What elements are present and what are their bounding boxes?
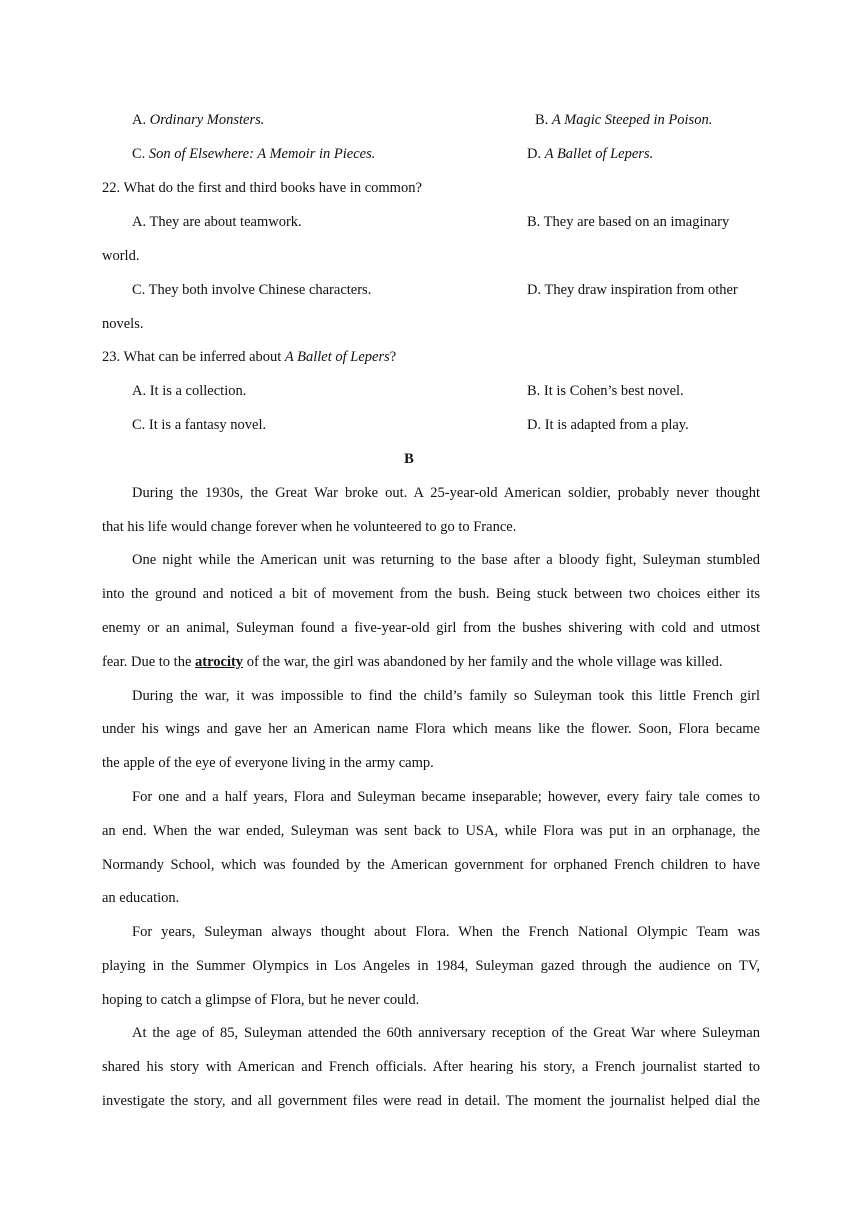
book-title: A Magic Steeped in Poison. xyxy=(551,112,713,128)
option-letter: A. xyxy=(132,112,150,128)
option-letter: D. xyxy=(527,146,545,162)
passage-line: an education. xyxy=(102,890,180,906)
passage-text: of the war, the girl was abandoned by her family and the whole village was killed. xyxy=(243,654,723,670)
passage-line: hoping to catch a glimpse of Flora, but he never could. xyxy=(102,992,420,1008)
q21-option-c xyxy=(132,144,375,164)
q23-option-c: C. It is a fantasy novel. xyxy=(132,417,267,433)
q22-option-d: D. They draw inspiration from other xyxy=(527,282,738,298)
passage-line: that his life would change forever when he volunteered to go to France. xyxy=(102,519,517,535)
q23-stem xyxy=(102,347,760,367)
book-title: A Ballet of Lepers. xyxy=(544,146,654,162)
passage-line: under his wings and gave her an American name Flora which means like the flower. Soon, Flora became xyxy=(102,721,760,737)
option-letter: C. xyxy=(132,146,149,162)
passage-line: During the war, it was impossible to find the child’s family so Suleyman took this little French girl xyxy=(132,688,760,704)
book-title: Son of Elsewhere: A Memoir in Pieces. xyxy=(148,146,376,162)
passage-line: One night while the American unit was returning to the base after a bloody fight, Suleyman stumbled xyxy=(132,552,760,568)
passage-line: an end. When the war ended, Suleyman was sent back to USA, while Flora was put in an orphanage, the xyxy=(102,823,760,839)
passage-line: investigate the story, and all government files were read in detail. The moment the journalist helped dial the xyxy=(102,1093,760,1109)
q22-option-a: A. They are about teamwork. xyxy=(132,214,302,230)
q22-stem: 22. What do the first and third books have in common? xyxy=(102,180,422,196)
passage-line: into the ground and noticed a bit of movement from the bush. Being stuck between two choices either its xyxy=(102,586,760,602)
passage-line: playing in the Summer Olympics in Los Angeles in 1984, Suleyman gazed through the audience on TV, xyxy=(102,958,760,974)
section-heading: B xyxy=(404,451,414,467)
passage-text: fear. Due to the xyxy=(102,654,196,670)
passage-line: the apple of the eye of everyone living in the army camp. xyxy=(102,755,434,771)
q22-option-c: C. They both involve Chinese characters. xyxy=(132,282,372,298)
stem-text: 23. What can be inferred about xyxy=(102,349,285,365)
stem-punctuation: ? xyxy=(389,349,397,365)
q21-option-b xyxy=(535,110,712,130)
underlined-vocabulary-word: atrocity xyxy=(195,654,244,670)
passage-line: enemy or an animal, Suleyman found a five-year-old girl from the bushes shivering with cold and utmost xyxy=(102,620,760,636)
book-title: Ordinary Monsters. xyxy=(149,112,265,128)
passage-line: Normandy School, which was founded by the American government for orphaned French children to have xyxy=(102,857,760,873)
passage-line: For years, Suleyman always thought about Flora. When the French National Olympic Team was xyxy=(132,924,760,940)
q22-option-b: B. They are based on an imaginary xyxy=(527,214,730,230)
q23-option-a: A. It is a collection. xyxy=(132,383,247,399)
option-letter: B. xyxy=(535,112,552,128)
q21-option-d xyxy=(527,144,653,164)
q21-option-a xyxy=(132,110,264,130)
q23-option-b: B. It is Cohen’s best novel. xyxy=(527,383,684,399)
passage-line: shared his story with American and French officials. After hearing his story, a French journalist started to xyxy=(102,1059,760,1075)
passage-line xyxy=(102,652,760,672)
q22-option-d-continued: novels. xyxy=(102,316,144,332)
q22-option-b-continued: world. xyxy=(102,248,140,264)
q23-option-d: D. It is adapted from a play. xyxy=(527,417,689,433)
book-title: A Ballet of Lepers xyxy=(284,349,390,365)
passage-line: At the age of 85, Suleyman attended the 60th anniversary reception of the Great War where Suleyman xyxy=(132,1025,760,1041)
passage-line: For one and a half years, Flora and Suleyman became inseparable; however, every fairy tale comes to xyxy=(132,789,760,805)
passage-line: During the 1930s, the Great War broke out. A 25-year-old American soldier, probably never thought xyxy=(132,485,760,501)
